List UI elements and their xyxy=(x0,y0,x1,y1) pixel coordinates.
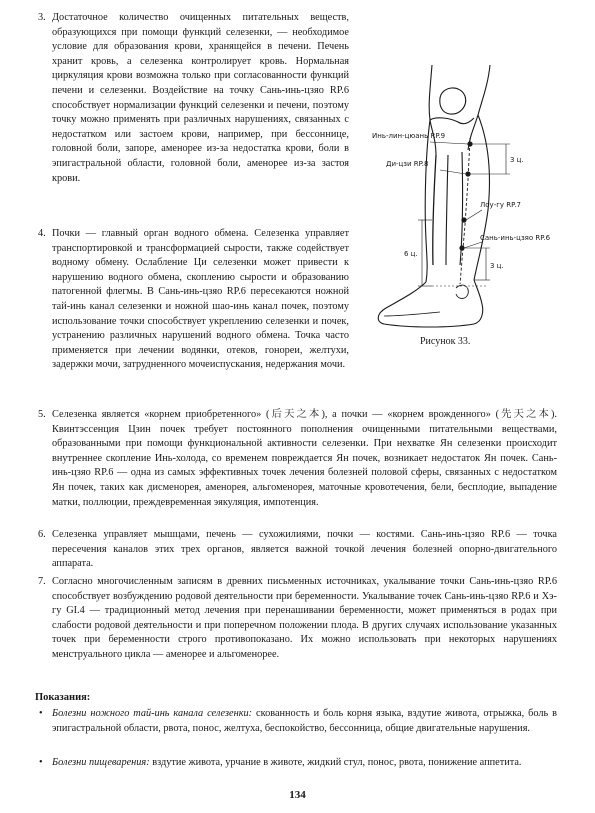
point-rp7 xyxy=(461,217,466,222)
dimension-6c: 6 ц. xyxy=(404,250,418,258)
paragraph-number: 3. xyxy=(38,12,46,23)
indication-item xyxy=(39,756,557,771)
paragraph-number: 7. xyxy=(38,576,46,587)
indication-text: скованность и боль корня языка, вздутие живота, отрыжка, боль в эпигастральной области, рвота, понос, желтуха, беспокойство, бессонница, общие двигательные нарушения. xyxy=(52,708,557,734)
page-number: 134 xyxy=(289,789,306,801)
paragraph-6 xyxy=(38,528,557,572)
indication-lead: Болезни пищеварения: xyxy=(52,757,150,768)
figure-leg-diagram xyxy=(370,60,555,340)
bullet-icon: • xyxy=(39,757,43,768)
paragraph-3 xyxy=(38,11,349,186)
paragraph-text: Согласно многочисленным записям в древних письменных источниках, укалывание точки Сань-инь-цзяо RP.6 способствует возбуждению родовой деятельности при беременности. Укалывание точек Сань-инь-цзяо RP.6 и Хэ-гу GI.4 — традиционный метод лечения при перенашивании беременности, может применяться в родах при слабости родовой деятельности и при поперечном положении плода. В других случаях использование указанных точек при беременности строго противопоказано. Их можно использовать при некоторых нарушениях менструального цикла — аменорее и альгоменорее. xyxy=(52,576,557,660)
paragraph-number: 4. xyxy=(38,228,46,239)
paragraph-text: Почки — главный орган водного обмена. Селезенка управляет транспортировкой и трансформацией сырости, также содействует водному обмену. Ослабление Ци селезенки может привести к нарушению водного обмена, скоплению сырости и образованию патогенной флегмы. В Сань-инь-цзяо RP.6 пересекаются ножной тай-инь канал селезенки и ножной шао-инь канал почек, поэтому использование точки способствует укреплению селезенки и почек, устранению различных нарушений водного обмена. Точка часто применяется при лечении водянки, отеков, гонореи, желтухи, задержки мочи, затрудненного мочеиспускания, недержания мочи. xyxy=(52,228,349,371)
label-san-yin-jiao: Сань-инь-цзяо RP.6 xyxy=(480,234,551,242)
paragraph-number: 5. xyxy=(38,409,46,420)
dimension-3c-top: 3 ц. xyxy=(510,156,524,164)
paragraph-7 xyxy=(38,575,557,663)
paragraph-5 xyxy=(38,408,557,510)
indication-lead: Болезни ножного тай-инь канала селезенки: xyxy=(52,708,253,719)
paragraph-text: Селезенка является «корнем приобретенного» (后天之本), а почки — «корнем врожденного» (先天之本). Квинтэссенция Цзин почек требует постоянного пополнения очищенными питательными веществами, образованными при помощи функциональной активности селезенки. При нехватке Ян селезенки происходит внутреннее скопление Инь-холода, со временем повреждается Ян почек, возникает недостаток Ян почек. Сань-инь-цзяо RP.6 — одна из самых эффективных точек лечения болезней половой сферы, связанных с недостатком Ян почек, таких как дисменорея, аменорея, альгоменорея, маточные кровотечения, бели, бесплодие, выпадение матки, поллюции, преждевременная эякуляция, импотенция. xyxy=(52,409,557,508)
indication-text: вздутие живота, урчание в животе, жидкий стул, понос, рвота, понижение аппетита. xyxy=(149,757,522,768)
figure-caption: Рисунок 33. xyxy=(420,336,471,347)
bullet-icon: • xyxy=(39,708,43,719)
label-lou-gu: Лоу-гу RP.7 xyxy=(480,201,521,209)
paragraph-number: 6. xyxy=(38,529,46,540)
dimension-3c-bottom: 3 ц. xyxy=(490,262,504,270)
leg-illustration xyxy=(370,60,555,340)
paragraph-4 xyxy=(38,227,349,373)
label-di-ji: Ди-цзи RP.8 xyxy=(386,160,429,168)
label-yin-lin-quan: Инь-лин-цюань RP.9 xyxy=(372,132,446,140)
paragraph-text: Селезенка управляет мышцами, печень — сухожилиями, почки — костями. Сань-инь-цзяо RP.6 — точка пересечения каналов этих трех органов, является важной точкой лечения болезней опорно-двигательного аппарата. xyxy=(52,529,557,570)
paragraph-text: Достаточное количество очищенных питательных веществ, образующихся при помощи функций селезенки, — необходимое условие для образования крови, хранящейся в печени. Печень хранит кровь, а селезенка контролирует кровь. Нормальная циркуляция крови возможна только при согласованности функций печени и селезенки. Воздействие на точку Сань-инь-цзяо RP.6 способствует нормализации функций селезенки и печени, поэтому точку можно применять при различных нарушениях, связанных с недостатком или застоем крови, например, при бессоннице, головной боли, запоре, аменорее из-за недостатка крови, боли в эпигастральной области, головной боли, аменорее из-за застоя крови. xyxy=(52,12,349,184)
indications-heading: Показания: xyxy=(35,692,91,703)
indication-item xyxy=(39,707,557,736)
